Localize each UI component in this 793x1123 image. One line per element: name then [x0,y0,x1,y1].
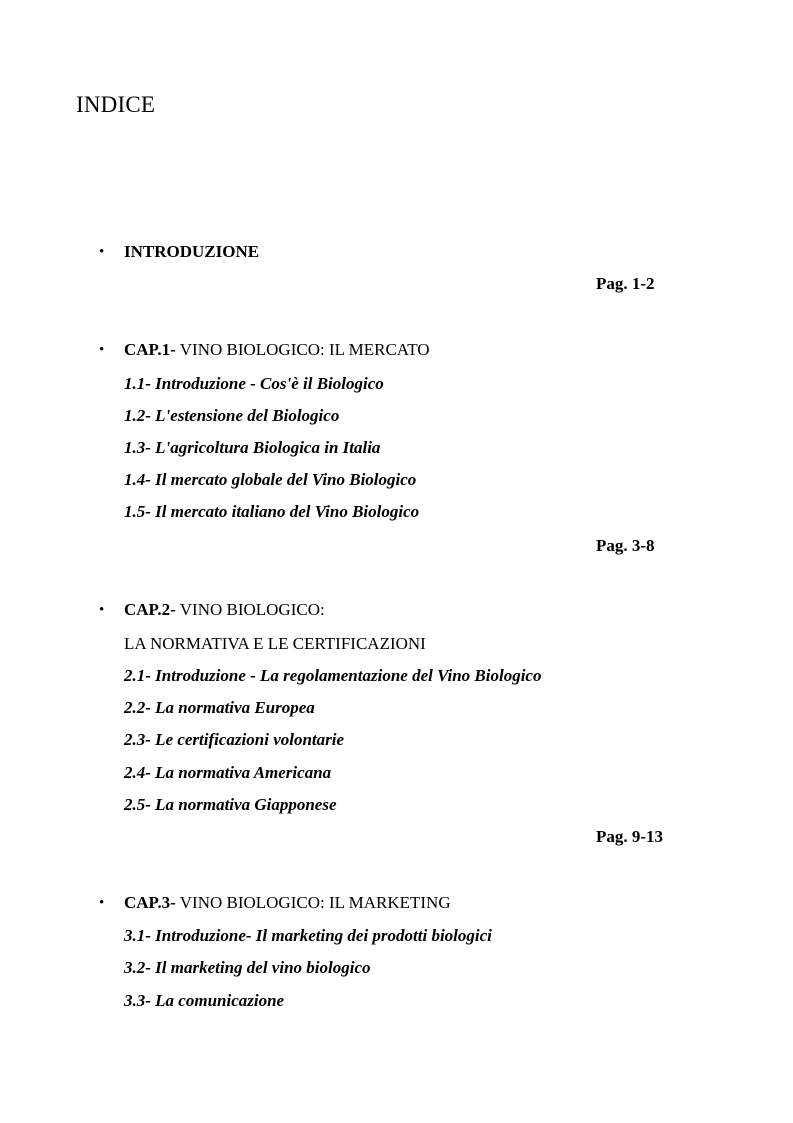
toc-item: 1.5- Il mercato italiano del Vino Biologico [124,502,420,521]
section-heading-cap2 [124,600,325,620]
toc-item: 2.4- La normativa Americana [124,763,332,782]
bullet-icon: • [99,602,105,618]
bullet-icon: • [99,244,105,260]
page-range-introduzione: Pag. 1-2 [596,274,655,293]
toc-item: 2.2- La normativa Europea [124,698,315,717]
page-range-cap2: Pag. 9-13 [596,827,664,846]
chapter-title-line2: LA NORMATIVA E LE CERTIFICAZIONI [124,634,426,653]
toc-item: 1.1- Introduzione - Cos'è il Biologico [124,374,384,393]
bullet-icon: • [99,895,105,911]
toc-item: 2.1- Introduzione - La regolamentazione del Vino Biologico [124,666,542,685]
toc-item: 1.3- L'agricoltura Biologica in Italia [124,438,381,457]
toc-item: 3.3- La comunicazione [124,991,285,1010]
chapter-number: CAP.2- [124,600,176,619]
toc-item: 1.2- L'estensione del Biologico [124,406,340,425]
page-title: INDICE [76,92,156,117]
chapter-number: CAP.1- [124,340,176,359]
section-heading-introduzione: INTRODUZIONE [124,242,260,261]
chapter-title: VINO BIOLOGICO: IL MERCATO [179,340,430,359]
chapter-number: CAP.3- [124,893,176,912]
chapter-title: VINO BIOLOGICO: [179,600,325,619]
page-range-cap1: Pag. 3-8 [596,536,655,555]
toc-item: 2.5- La normativa Giapponese [124,795,337,814]
toc-item: 2.3- Le certificazioni volontarie [124,730,345,749]
toc-item: 1.4- Il mercato globale del Vino Biologico [124,470,417,489]
section-heading-cap1 [124,340,430,360]
toc-item: 3.2- Il marketing del vino biologico [124,958,371,977]
chapter-title: VINO BIOLOGICO: IL MARKETING [179,893,451,912]
toc-item: 3.1- Introduzione- Il marketing dei prodotti biologici [124,926,492,945]
bullet-icon: • [99,342,105,358]
section-heading-cap3 [124,893,451,913]
